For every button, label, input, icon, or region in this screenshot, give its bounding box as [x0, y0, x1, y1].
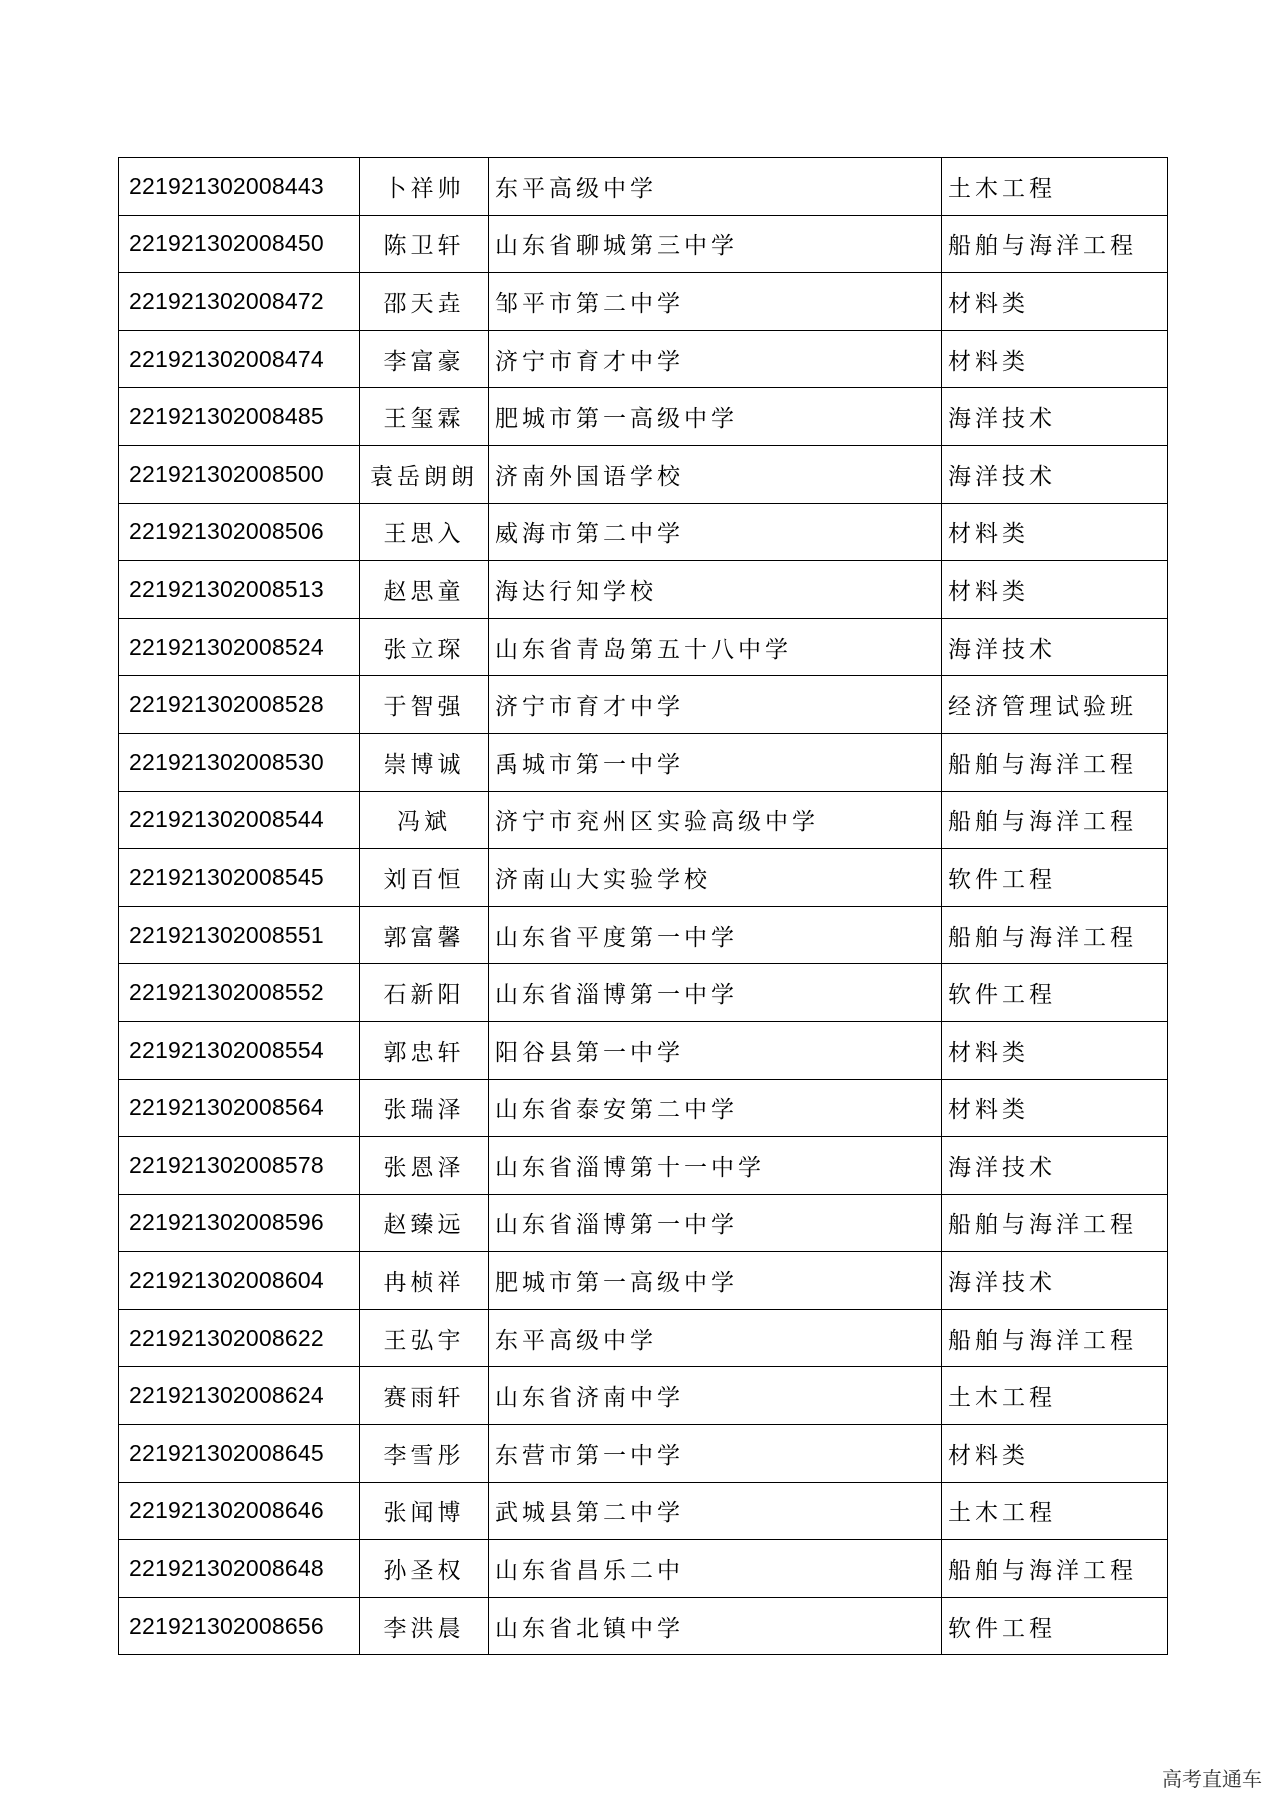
student-id-cell: 221921302008513 [119, 561, 360, 619]
school-cell: 山东省淄博第十一中学 [489, 1137, 942, 1195]
major-cell: 海洋技术 [942, 618, 1168, 676]
student-name-cell: 邵天垚 [360, 273, 489, 331]
major-cell: 材料类 [942, 1021, 1168, 1079]
student-name-cell: 郭富馨 [360, 906, 489, 964]
school-cell: 东平高级中学 [489, 1309, 942, 1367]
student-name-cell: 于智强 [360, 676, 489, 734]
student-name-cell: 李洪晨 [360, 1597, 489, 1655]
table-row [119, 1252, 1168, 1310]
student-name-cell: 崇博诚 [360, 733, 489, 791]
school-cell: 山东省济南中学 [489, 1367, 942, 1425]
school-cell: 山东省淄博第一中学 [489, 1194, 942, 1252]
major-cell: 软件工程 [942, 1597, 1168, 1655]
table-row [119, 733, 1168, 791]
student-name-cell: 孙圣权 [360, 1540, 489, 1598]
school-cell: 肥城市第一高级中学 [489, 1252, 942, 1310]
table-row [119, 1425, 1168, 1483]
student-id-cell: 221921302008624 [119, 1367, 360, 1425]
major-cell: 材料类 [942, 1079, 1168, 1137]
student-name-cell: 王弘宇 [360, 1309, 489, 1367]
roster-table-container [118, 157, 1167, 1655]
major-cell: 土木工程 [942, 1482, 1168, 1540]
table-row [119, 791, 1168, 849]
school-cell: 东营市第一中学 [489, 1425, 942, 1483]
major-cell: 材料类 [942, 273, 1168, 331]
major-cell: 船舶与海洋工程 [942, 1194, 1168, 1252]
school-cell: 济南外国语学校 [489, 445, 942, 503]
student-name-cell: 冯斌 [360, 791, 489, 849]
school-cell: 邹平市第二中学 [489, 273, 942, 331]
school-cell: 山东省平度第一中学 [489, 906, 942, 964]
school-cell: 肥城市第一高级中学 [489, 388, 942, 446]
student-id-cell: 221921302008506 [119, 503, 360, 561]
student-id-cell: 221921302008472 [119, 273, 360, 331]
school-cell: 威海市第二中学 [489, 503, 942, 561]
student-name-cell: 李富豪 [360, 330, 489, 388]
major-cell: 土木工程 [942, 158, 1168, 216]
student-id-cell: 221921302008528 [119, 676, 360, 734]
student-id-cell: 221921302008646 [119, 1482, 360, 1540]
roster-table [118, 157, 1168, 1655]
school-cell: 东平高级中学 [489, 158, 942, 216]
major-cell: 船舶与海洋工程 [942, 215, 1168, 273]
table-row [119, 1194, 1168, 1252]
student-id-cell: 221921302008604 [119, 1252, 360, 1310]
major-cell: 船舶与海洋工程 [942, 733, 1168, 791]
student-name-cell: 冉桢祥 [360, 1252, 489, 1310]
table-row [119, 1021, 1168, 1079]
student-id-cell: 221921302008500 [119, 445, 360, 503]
major-cell: 海洋技术 [942, 1137, 1168, 1195]
school-cell: 济宁市育才中学 [489, 676, 942, 734]
student-id-cell: 221921302008443 [119, 158, 360, 216]
school-cell: 济南山大实验学校 [489, 849, 942, 907]
student-id-cell: 221921302008524 [119, 618, 360, 676]
school-cell: 山东省青岛第五十八中学 [489, 618, 942, 676]
school-cell: 山东省昌乐二中 [489, 1540, 942, 1598]
school-cell: 武城县第二中学 [489, 1482, 942, 1540]
major-cell: 船舶与海洋工程 [942, 1309, 1168, 1367]
student-id-cell: 221921302008551 [119, 906, 360, 964]
watermark-text: 高考直通车 [1162, 1767, 1262, 1791]
student-id-cell: 221921302008656 [119, 1597, 360, 1655]
roster-table-body [119, 158, 1168, 1655]
major-cell: 船舶与海洋工程 [942, 906, 1168, 964]
student-id-cell: 221921302008578 [119, 1137, 360, 1195]
student-id-cell: 221921302008648 [119, 1540, 360, 1598]
school-cell: 山东省聊城第三中学 [489, 215, 942, 273]
student-id-cell: 221921302008596 [119, 1194, 360, 1252]
major-cell: 材料类 [942, 1425, 1168, 1483]
student-name-cell: 张瑞泽 [360, 1079, 489, 1137]
student-name-cell: 郭忠轩 [360, 1021, 489, 1079]
major-cell: 船舶与海洋工程 [942, 791, 1168, 849]
table-row [119, 849, 1168, 907]
table-row [119, 1079, 1168, 1137]
student-name-cell: 王思入 [360, 503, 489, 561]
table-row [119, 215, 1168, 273]
school-cell: 济宁市育才中学 [489, 330, 942, 388]
table-row [119, 618, 1168, 676]
student-id-cell: 221921302008552 [119, 964, 360, 1022]
student-name-cell: 张恩泽 [360, 1137, 489, 1195]
student-name-cell: 陈卫轩 [360, 215, 489, 273]
student-name-cell: 石新阳 [360, 964, 489, 1022]
major-cell: 经济管理试验班 [942, 676, 1168, 734]
table-row [119, 388, 1168, 446]
table-row [119, 906, 1168, 964]
student-name-cell: 赛雨轩 [360, 1367, 489, 1425]
table-row [119, 1137, 1168, 1195]
major-cell: 船舶与海洋工程 [942, 1540, 1168, 1598]
table-row [119, 503, 1168, 561]
student-id-cell: 221921302008554 [119, 1021, 360, 1079]
student-id-cell: 221921302008564 [119, 1079, 360, 1137]
student-id-cell: 221921302008622 [119, 1309, 360, 1367]
table-row [119, 273, 1168, 331]
major-cell: 软件工程 [942, 964, 1168, 1022]
major-cell: 海洋技术 [942, 388, 1168, 446]
student-name-cell: 赵臻远 [360, 1194, 489, 1252]
major-cell: 土木工程 [942, 1367, 1168, 1425]
student-id-cell: 221921302008530 [119, 733, 360, 791]
student-name-cell: 王玺霖 [360, 388, 489, 446]
school-cell: 山东省泰安第二中学 [489, 1079, 942, 1137]
student-name-cell: 刘百恒 [360, 849, 489, 907]
student-id-cell: 221921302008474 [119, 330, 360, 388]
table-row [119, 1540, 1168, 1598]
table-row [119, 1597, 1168, 1655]
table-row [119, 330, 1168, 388]
student-id-cell: 221921302008645 [119, 1425, 360, 1483]
table-row [119, 158, 1168, 216]
major-cell: 海洋技术 [942, 1252, 1168, 1310]
student-name-cell: 李雪彤 [360, 1425, 489, 1483]
table-row [119, 676, 1168, 734]
table-row [119, 445, 1168, 503]
student-id-cell: 221921302008544 [119, 791, 360, 849]
student-id-cell: 221921302008450 [119, 215, 360, 273]
major-cell: 软件工程 [942, 849, 1168, 907]
table-row [119, 1367, 1168, 1425]
school-cell: 阳谷县第一中学 [489, 1021, 942, 1079]
major-cell: 材料类 [942, 503, 1168, 561]
major-cell: 材料类 [942, 330, 1168, 388]
school-cell: 禹城市第一中学 [489, 733, 942, 791]
school-cell: 山东省北镇中学 [489, 1597, 942, 1655]
student-name-cell: 袁岳朗朗 [360, 445, 489, 503]
student-id-cell: 221921302008485 [119, 388, 360, 446]
major-cell: 材料类 [942, 561, 1168, 619]
table-row [119, 1309, 1168, 1367]
school-cell: 山东省淄博第一中学 [489, 964, 942, 1022]
school-cell: 海达行知学校 [489, 561, 942, 619]
table-row [119, 1482, 1168, 1540]
major-cell: 海洋技术 [942, 445, 1168, 503]
table-row [119, 561, 1168, 619]
student-id-cell: 221921302008545 [119, 849, 360, 907]
student-name-cell: 张立琛 [360, 618, 489, 676]
student-name-cell: 张闻博 [360, 1482, 489, 1540]
student-name-cell: 赵思童 [360, 561, 489, 619]
school-cell: 济宁市兖州区实验高级中学 [489, 791, 942, 849]
student-name-cell: 卜祥帅 [360, 158, 489, 216]
table-row [119, 964, 1168, 1022]
